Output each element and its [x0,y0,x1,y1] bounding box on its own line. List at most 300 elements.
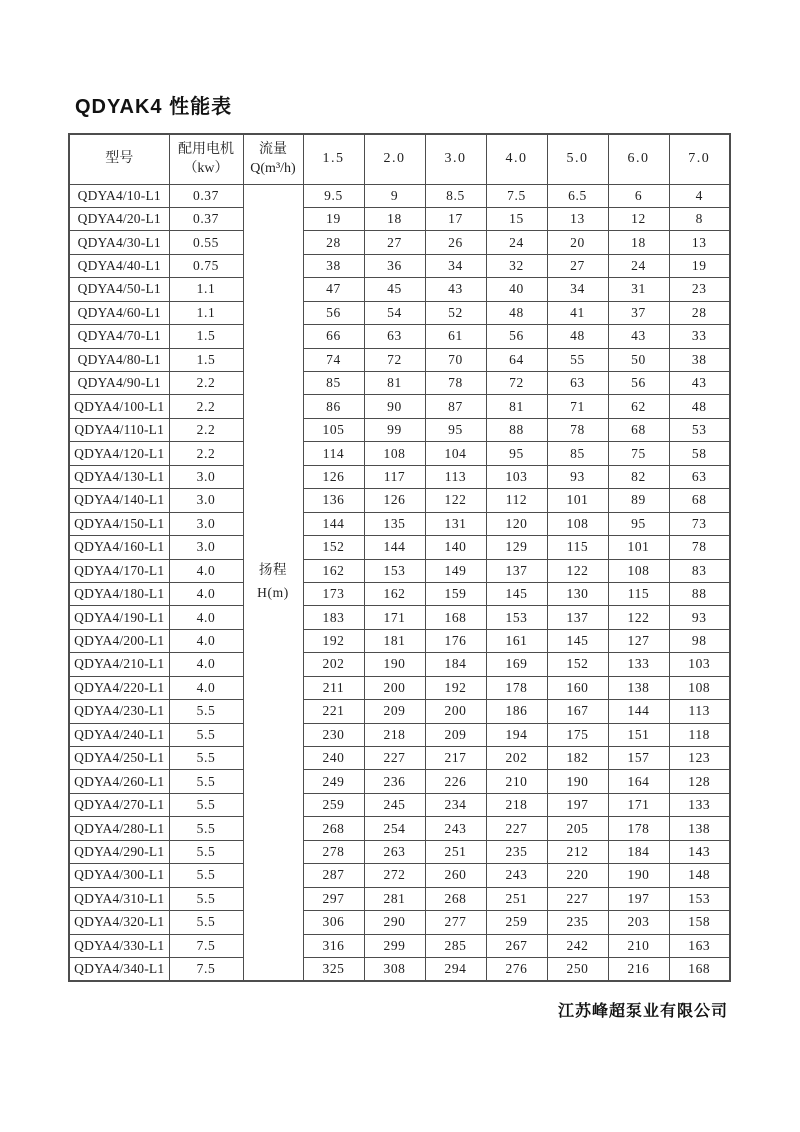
model-cell: QDYA4/310-L1 [69,887,169,910]
head-value-cell: 251 [425,840,486,863]
model-cell: QDYA4/90-L1 [69,372,169,395]
head-value-cell: 173 [303,582,364,605]
head-value-cell: 136 [303,489,364,512]
head-value-cell: 259 [486,911,547,934]
col-header-flow-value: 3.0 [425,134,486,184]
head-value-cell: 12 [608,207,669,230]
model-cell: QDYA4/240-L1 [69,723,169,746]
head-value-cell: 133 [608,653,669,676]
model-cell: QDYA4/180-L1 [69,582,169,605]
page-title: QDYAK4 性能表 [75,96,233,118]
table-row [69,887,730,910]
head-value-cell: 267 [486,934,547,957]
head-value-cell: 162 [364,582,425,605]
head-value-cell: 169 [486,653,547,676]
head-value-cell: 281 [364,887,425,910]
col-header-flow-line1: 流量 [259,141,287,157]
head-value-cell: 63 [364,325,425,348]
head-value-cell: 234 [425,793,486,816]
head-value-cell: 34 [547,278,608,301]
head-value-cell: 159 [425,582,486,605]
model-cell: QDYA4/120-L1 [69,442,169,465]
table-row [69,559,730,582]
head-value-cell: 83 [669,559,730,582]
table-row [69,629,730,652]
head-value-cell: 210 [608,934,669,957]
head-value-cell: 78 [669,536,730,559]
head-value-cell: 32 [486,254,547,277]
table-row [69,747,730,770]
head-value-cell: 242 [547,934,608,957]
head-value-cell: 50 [608,348,669,371]
col-header-flow-value: 4.0 [486,134,547,184]
head-value-cell: 78 [425,372,486,395]
table-row [69,957,730,980]
col-header-flow-value: 6.0 [608,134,669,184]
head-value-cell: 175 [547,723,608,746]
head-unit-line1: 扬程 [258,562,288,578]
head-value-cell: 86 [303,395,364,418]
head-unit-line2: H(m) [257,585,289,601]
head-value-cell: 115 [547,536,608,559]
head-value-cell: 47 [303,278,364,301]
table-row [69,864,730,887]
col-header-motor-line1: 配用电机 [178,141,234,157]
head-value-cell: 235 [486,840,547,863]
motor-kw-cell: 5.5 [169,747,243,770]
col-header-motor [169,134,243,184]
head-value-cell: 190 [547,770,608,793]
head-value-cell: 194 [486,723,547,746]
head-value-cell: 48 [669,395,730,418]
company-name: 江苏峰超泵业有限公司 [557,1002,728,1020]
model-cell: QDYA4/300-L1 [69,864,169,887]
head-value-cell: 38 [303,254,364,277]
motor-kw-cell: 3.0 [169,489,243,512]
motor-kw-cell: 4.0 [169,559,243,582]
table-row [69,911,730,934]
head-value-cell: 126 [364,489,425,512]
head-value-cell: 61 [425,325,486,348]
col-header-motor-line2: （kw） [183,161,229,177]
head-value-cell: 164 [608,770,669,793]
model-cell: QDYA4/290-L1 [69,840,169,863]
head-value-cell: 56 [608,372,669,395]
head-value-cell: 157 [608,747,669,770]
model-cell: QDYA4/270-L1 [69,793,169,816]
table-row [69,465,730,488]
col-header-flow [243,134,303,184]
head-value-cell: 299 [364,934,425,957]
table-row [69,231,730,254]
model-cell: QDYA4/50-L1 [69,278,169,301]
table-row [69,723,730,746]
head-value-cell: 151 [608,723,669,746]
head-value-cell: 260 [425,864,486,887]
head-value-cell: 122 [425,489,486,512]
table-row [69,348,730,371]
head-value-cell: 71 [547,395,608,418]
motor-kw-cell: 3.0 [169,512,243,535]
head-value-cell: 127 [608,629,669,652]
head-value-cell: 87 [425,395,486,418]
model-cell: QDYA4/150-L1 [69,512,169,535]
head-value-cell: 226 [425,770,486,793]
head-value-cell: 218 [364,723,425,746]
head-value-cell: 108 [608,559,669,582]
head-value-cell: 113 [669,700,730,723]
head-value-cell: 210 [486,770,547,793]
model-cell: QDYA4/230-L1 [69,700,169,723]
header-row [69,134,730,184]
head-value-cell: 85 [547,442,608,465]
motor-kw-cell: 2.2 [169,442,243,465]
model-cell: QDYA4/320-L1 [69,911,169,934]
head-value-cell: 24 [608,254,669,277]
head-value-cell: 200 [364,676,425,699]
head-value-cell: 152 [547,653,608,676]
head-value-cell: 20 [547,231,608,254]
head-value-cell: 230 [303,723,364,746]
head-value-cell: 9 [364,184,425,207]
model-cell: QDYA4/110-L1 [69,418,169,441]
head-value-cell: 160 [547,676,608,699]
head-value-cell: 8 [669,207,730,230]
head-value-cell: 268 [425,887,486,910]
head-value-cell: 33 [669,325,730,348]
head-value-cell: 88 [486,418,547,441]
head-value-cell: 48 [547,325,608,348]
col-header-flow-value: 7.0 [669,134,730,184]
col-header-flow-value: 1.5 [303,134,364,184]
motor-kw-cell: 4.0 [169,676,243,699]
table-row [69,840,730,863]
head-value-cell: 31 [608,278,669,301]
head-value-cell: 138 [669,817,730,840]
head-value-cell: 227 [547,887,608,910]
head-value-cell: 37 [608,301,669,324]
head-value-cell: 105 [303,418,364,441]
model-cell: QDYA4/330-L1 [69,934,169,957]
head-value-cell: 101 [547,489,608,512]
head-value-cell: 221 [303,700,364,723]
col-header-model: 型号 [69,134,169,184]
motor-kw-cell: 5.5 [169,817,243,840]
head-value-cell: 162 [303,559,364,582]
head-value-cell: 45 [364,278,425,301]
head-value-cell: 75 [608,442,669,465]
head-value-cell: 308 [364,957,425,980]
head-value-cell: 153 [364,559,425,582]
head-value-cell: 178 [486,676,547,699]
head-value-cell: 163 [669,934,730,957]
table-body [69,184,730,981]
head-value-cell: 143 [669,840,730,863]
motor-kw-cell: 4.0 [169,653,243,676]
head-unit-cell [243,184,303,981]
table-row [69,325,730,348]
head-value-cell: 249 [303,770,364,793]
head-value-cell: 126 [303,465,364,488]
head-value-cell: 103 [669,653,730,676]
head-value-cell: 153 [486,606,547,629]
col-header-flow-line2: Q(m³/h) [250,161,296,177]
head-value-cell: 27 [547,254,608,277]
model-cell: QDYA4/130-L1 [69,465,169,488]
motor-kw-cell: 0.37 [169,184,243,207]
head-value-cell: 161 [486,629,547,652]
head-value-cell: 290 [364,911,425,934]
head-value-cell: 18 [364,207,425,230]
head-value-cell: 4 [669,184,730,207]
head-value-cell: 15 [486,207,547,230]
model-cell: QDYA4/340-L1 [69,957,169,980]
head-value-cell: 63 [669,465,730,488]
head-value-cell: 64 [486,348,547,371]
motor-kw-cell: 0.75 [169,254,243,277]
head-value-cell: 19 [303,207,364,230]
model-cell: QDYA4/100-L1 [69,395,169,418]
head-value-cell: 268 [303,817,364,840]
head-value-cell: 153 [669,887,730,910]
head-value-cell: 101 [608,536,669,559]
table-row [69,184,730,207]
head-value-cell: 285 [425,934,486,957]
head-value-cell: 235 [547,911,608,934]
model-cell: QDYA4/140-L1 [69,489,169,512]
head-value-cell: 192 [425,676,486,699]
motor-kw-cell: 0.55 [169,231,243,254]
head-value-cell: 27 [364,231,425,254]
head-value-cell: 148 [669,864,730,887]
head-value-cell: 220 [547,864,608,887]
head-value-cell: 54 [364,301,425,324]
head-value-cell: 277 [425,911,486,934]
head-value-cell: 38 [669,348,730,371]
table-row [69,278,730,301]
head-value-cell: 181 [364,629,425,652]
head-value-cell: 259 [303,793,364,816]
head-value-cell: 272 [364,864,425,887]
head-value-cell: 145 [547,629,608,652]
head-value-cell: 184 [425,653,486,676]
head-value-cell: 129 [486,536,547,559]
head-value-cell: 297 [303,887,364,910]
model-cell: QDYA4/200-L1 [69,629,169,652]
head-value-cell: 209 [364,700,425,723]
head-value-cell: 43 [608,325,669,348]
motor-kw-cell: 2.2 [169,372,243,395]
head-value-cell: 68 [669,489,730,512]
head-value-cell: 90 [364,395,425,418]
head-value-cell: 149 [425,559,486,582]
table-row [69,372,730,395]
model-cell: QDYA4/220-L1 [69,676,169,699]
document-page [68,96,728,1021]
head-value-cell: 28 [303,231,364,254]
model-cell: QDYA4/160-L1 [69,536,169,559]
head-value-cell: 81 [364,372,425,395]
head-value-cell: 108 [669,676,730,699]
model-cell: QDYA4/170-L1 [69,559,169,582]
head-value-cell: 74 [303,348,364,371]
head-value-cell: 26 [425,231,486,254]
head-value-cell: 211 [303,676,364,699]
head-value-cell: 197 [547,793,608,816]
head-value-cell: 58 [669,442,730,465]
head-value-cell: 7.5 [486,184,547,207]
head-value-cell: 36 [364,254,425,277]
head-value-cell: 9.5 [303,184,364,207]
head-value-cell: 41 [547,301,608,324]
motor-kw-cell: 2.2 [169,418,243,441]
col-header-flow-value: 2.0 [364,134,425,184]
table-row [69,489,730,512]
model-cell: QDYA4/20-L1 [69,207,169,230]
head-value-cell: 24 [486,231,547,254]
table-row [69,653,730,676]
head-value-cell: 306 [303,911,364,934]
head-value-cell: 95 [608,512,669,535]
col-header-flow-value: 5.0 [547,134,608,184]
table-row [69,582,730,605]
head-value-cell: 135 [364,512,425,535]
head-value-cell: 56 [486,325,547,348]
motor-kw-cell: 5.5 [169,887,243,910]
motor-kw-cell: 4.0 [169,582,243,605]
model-cell: QDYA4/280-L1 [69,817,169,840]
motor-kw-cell: 3.0 [169,536,243,559]
head-value-cell: 95 [425,418,486,441]
head-value-cell: 13 [669,231,730,254]
head-value-cell: 40 [486,278,547,301]
head-value-cell: 171 [608,793,669,816]
head-value-cell: 287 [303,864,364,887]
head-value-cell: 138 [608,676,669,699]
head-value-cell: 278 [303,840,364,863]
head-value-cell: 227 [486,817,547,840]
head-value-cell: 62 [608,395,669,418]
head-value-cell: 6.5 [547,184,608,207]
head-value-cell: 72 [486,372,547,395]
head-value-cell: 137 [486,559,547,582]
head-value-cell: 168 [669,957,730,980]
head-value-cell: 202 [303,653,364,676]
head-value-cell: 78 [547,418,608,441]
motor-kw-cell: 5.5 [169,864,243,887]
head-value-cell: 254 [364,817,425,840]
table-row [69,418,730,441]
model-cell: QDYA4/80-L1 [69,348,169,371]
table-row [69,442,730,465]
head-value-cell: 245 [364,793,425,816]
head-value-cell: 43 [669,372,730,395]
motor-kw-cell: 4.0 [169,606,243,629]
model-cell: QDYA4/260-L1 [69,770,169,793]
head-value-cell: 122 [608,606,669,629]
head-value-cell: 115 [608,582,669,605]
head-value-cell: 28 [669,301,730,324]
head-value-cell: 85 [303,372,364,395]
head-value-cell: 117 [364,465,425,488]
head-value-cell: 158 [669,911,730,934]
head-value-cell: 120 [486,512,547,535]
motor-kw-cell: 5.5 [169,723,243,746]
motor-kw-cell: 5.5 [169,840,243,863]
head-value-cell: 218 [486,793,547,816]
table-row [69,770,730,793]
motor-kw-cell: 5.5 [169,770,243,793]
motor-kw-cell: 1.1 [169,278,243,301]
head-value-cell: 13 [547,207,608,230]
head-value-cell: 250 [547,957,608,980]
head-value-cell: 113 [425,465,486,488]
head-value-cell: 200 [425,700,486,723]
head-value-cell: 68 [608,418,669,441]
table-row [69,700,730,723]
head-value-cell: 145 [486,582,547,605]
head-value-cell: 216 [608,957,669,980]
motor-kw-cell: 4.0 [169,629,243,652]
head-value-cell: 70 [425,348,486,371]
head-value-cell: 63 [547,372,608,395]
head-value-cell: 137 [547,606,608,629]
head-value-cell: 108 [547,512,608,535]
head-value-cell: 34 [425,254,486,277]
head-value-cell: 184 [608,840,669,863]
table-row [69,817,730,840]
head-value-cell: 217 [425,747,486,770]
head-value-cell: 190 [608,864,669,887]
head-value-cell: 72 [364,348,425,371]
head-value-cell: 48 [486,301,547,324]
head-value-cell: 294 [425,957,486,980]
motor-kw-cell: 5.5 [169,793,243,816]
head-value-cell: 23 [669,278,730,301]
head-value-cell: 114 [303,442,364,465]
table-row [69,934,730,957]
head-value-cell: 263 [364,840,425,863]
head-value-cell: 93 [547,465,608,488]
head-value-cell: 152 [303,536,364,559]
head-value-cell: 55 [547,348,608,371]
head-value-cell: 133 [669,793,730,816]
head-value-cell: 8.5 [425,184,486,207]
head-value-cell: 99 [364,418,425,441]
head-value-cell: 202 [486,747,547,770]
head-value-cell: 131 [425,512,486,535]
table-row [69,207,730,230]
motor-kw-cell: 3.0 [169,465,243,488]
motor-kw-cell: 5.5 [169,700,243,723]
head-value-cell: 186 [486,700,547,723]
model-cell: QDYA4/190-L1 [69,606,169,629]
model-cell: QDYA4/40-L1 [69,254,169,277]
head-value-cell: 73 [669,512,730,535]
head-value-cell: 89 [608,489,669,512]
head-value-cell: 144 [364,536,425,559]
model-cell: QDYA4/70-L1 [69,325,169,348]
head-value-cell: 112 [486,489,547,512]
head-value-cell: 18 [608,231,669,254]
head-value-cell: 176 [425,629,486,652]
head-value-cell: 144 [608,700,669,723]
head-value-cell: 167 [547,700,608,723]
head-value-cell: 93 [669,606,730,629]
head-value-cell: 82 [608,465,669,488]
head-value-cell: 182 [547,747,608,770]
table-row [69,301,730,324]
